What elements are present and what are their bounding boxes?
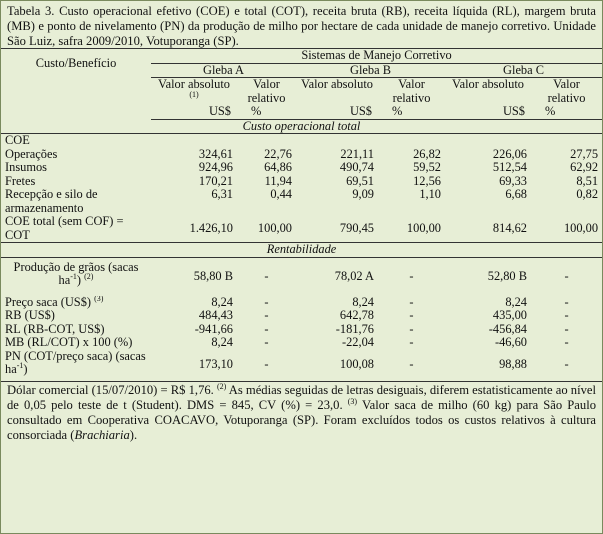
pn-label: PN (COT/preço saca) (sacas $ha^{-1}$) bbox=[5, 349, 146, 376]
table-caption: Tabela 3. Custo operacional efetivo (COE) e total (COT), receita bruta (RB), receita líquida (RL), margem bruta (MB) e ponto de nivelamento (PN) da produção de milho por hectare de cada unidade de manejo corretivo. Unidade São Luiz, safra 2009/2010, Votuporanga (SP). bbox=[7, 4, 596, 48]
unit-abs-a: US$ bbox=[151, 105, 237, 119]
header-row-values bbox=[1, 78, 602, 106]
rel-header-c: Valor relativo bbox=[547, 77, 586, 105]
gleba-b-header: Gleba B bbox=[296, 63, 445, 78]
table-row: Operações 324,61 22,76 221,11 26,82 226,06 27,75 bbox=[5, 147, 599, 161]
unit-abs-c: US$ bbox=[445, 105, 531, 119]
table-row bbox=[1, 134, 602, 148]
section-profit-row bbox=[1, 243, 602, 258]
gleba-c-header: Gleba C bbox=[445, 63, 602, 78]
table-row: COE total (sem COF) = COT 1.426,10 100,00 790,45 100,00 814,62 100,00 bbox=[5, 215, 599, 242]
abs-header-c: Valor absoluto bbox=[452, 77, 524, 91]
table-row: MB (RL/COT) x 100 (%) 8,24 - -22,04 - -46,60 - bbox=[5, 336, 569, 349]
rel-header-a: Valor relativo bbox=[247, 77, 286, 105]
unit-rel-b: % bbox=[378, 105, 445, 119]
table-row: Preço saca (US$) $^{(3)}$ 8,24 - 8,24 - 8,24 - bbox=[1, 296, 602, 310]
header-row-systems bbox=[1, 49, 602, 64]
section-profit-title: Rentabilidade bbox=[1, 243, 602, 258]
row-label-header: Custo/Benefício bbox=[35, 55, 117, 70]
unit-rel-a: % bbox=[237, 105, 296, 119]
table-row: Recepção e silo de armazenamento 6,31 0,44 9,09 1,10 6,68 0,82 bbox=[5, 188, 599, 215]
unit-rel-c: % bbox=[531, 105, 602, 119]
section-cost-title: Custo operacional total bbox=[1, 119, 602, 134]
preco-label: Preço saca (US$) $^{(3)}$ bbox=[5, 295, 104, 309]
systems-title: Sistemas de Manejo Corretivo bbox=[151, 49, 602, 64]
section-cost-row bbox=[1, 119, 602, 134]
gleba-a-header: Gleba A bbox=[151, 63, 296, 78]
table-row: PN (COT/preço saca) (sacas $ha^{-1}$) 173,10 - 100,08 - 98,88 - bbox=[1, 350, 602, 381]
table-row: Fretes 170,21 11,94 69,51 12,56 69,33 8,51 bbox=[5, 174, 599, 188]
table-row: Produção de grãos (sacas $ha^{-1}$) $^{(2)}$ 58,80 B - 78,02 A - 52,80 B - bbox=[1, 257, 602, 296]
header-row-units bbox=[1, 105, 602, 119]
producao-label: Produção de grãos (sacas $ha^{-1}$) $^{(2)}$ bbox=[13, 259, 139, 287]
data-table bbox=[1, 48, 602, 381]
rel-header-b: Valor relativo bbox=[392, 77, 431, 105]
table-row: Insumos 924,96 64,86 490,74 59,52 512,54 62,92 bbox=[5, 161, 599, 174]
table-row: RL (RB-COT, US$) -941,66 - -181,76 - -456,84 - bbox=[5, 322, 569, 336]
table-row: RB (US$) 484,43 - 642,78 - 435,00 - bbox=[5, 309, 569, 322]
abs-header-a: Valor absoluto $^{(1)}$ bbox=[158, 77, 230, 99]
coe-label: COE bbox=[5, 133, 30, 147]
abs-header-b: Valor absoluto bbox=[301, 77, 373, 91]
table-footnote: Dólar comercial (15/07/2010) = R$ 1,76. $^{(2)}$ As médias seguidas de letras desiguais, diferem estatisticamente ao nível de 0,05 pelo teste de t (Student). DMS = 845, CV (%) = 23,0. $^{(3)}$ Valor saca de milho (60 kg) para São Paulo consultado em Cooperativa COACAVO, Votuporanga (SP). Foram excluídos todos os custos relativos à cultura consorciada (Brachiaria). bbox=[1, 381, 602, 443]
unit-abs-b: US$ bbox=[296, 105, 378, 119]
